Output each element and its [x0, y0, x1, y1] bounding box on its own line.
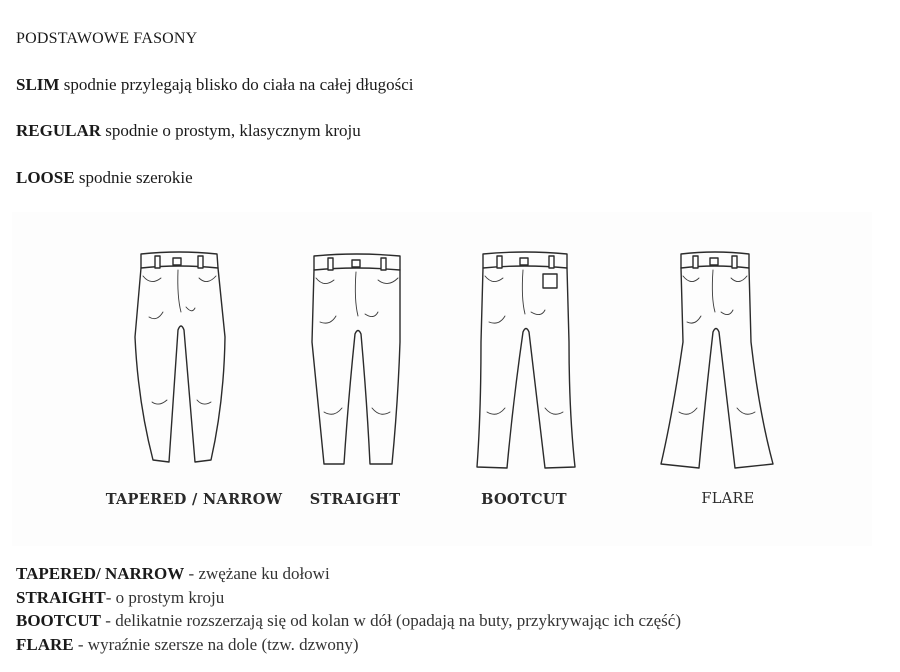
description-term: BOOTCUT: [16, 611, 102, 630]
description-tapered: [16, 562, 681, 586]
description-straight: [16, 586, 681, 610]
style-label: FLARE: [701, 491, 755, 507]
jeans-styles-illustration: [12, 212, 872, 546]
description-term: FLARE: [16, 634, 74, 654]
style-label: STRAIGHT: [309, 491, 401, 508]
bootcut-jeans-icon: [419, 242, 629, 482]
description-term: TAPERED/ NARROW: [16, 564, 185, 583]
fit-text: spodnie szerokie: [74, 168, 193, 187]
style-label: TAPERED / NARROW: [105, 491, 283, 508]
fit-term: LOOSE: [16, 168, 75, 187]
description-bootcut: [16, 609, 681, 633]
fit-regular: [16, 121, 361, 141]
style-bootcut: [419, 212, 629, 546]
style-label: BOOTCUT: [481, 491, 567, 508]
fit-loose: [16, 168, 193, 188]
fit-term: SLIM: [16, 75, 60, 94]
fit-slim: [16, 75, 414, 95]
fit-text: spodnie przylegają blisko do ciała na całej długości: [59, 75, 414, 94]
fit-text: spodnie o prostym, klasycznym kroju: [101, 121, 361, 140]
description-flare: [16, 633, 681, 657]
fit-term: REGULAR: [16, 121, 102, 140]
description-term: STRAIGHT: [16, 587, 106, 607]
description-text: - o prostym kroju: [105, 587, 225, 607]
description-text: - wyraźnie szersze na dole (tzw. dzwony): [73, 634, 359, 654]
flare-jeans-icon: [623, 242, 833, 482]
style-descriptions: [16, 562, 681, 656]
description-text: - delikatnie rozszerzają się od kolan w dół (opadają na buty, przykrywając ich część): [101, 611, 681, 630]
description-text: - zwężane ku dołowi: [184, 564, 330, 583]
page-heading: PODSTAWOWE FASONY: [16, 30, 198, 47]
style-flare: [623, 212, 833, 546]
